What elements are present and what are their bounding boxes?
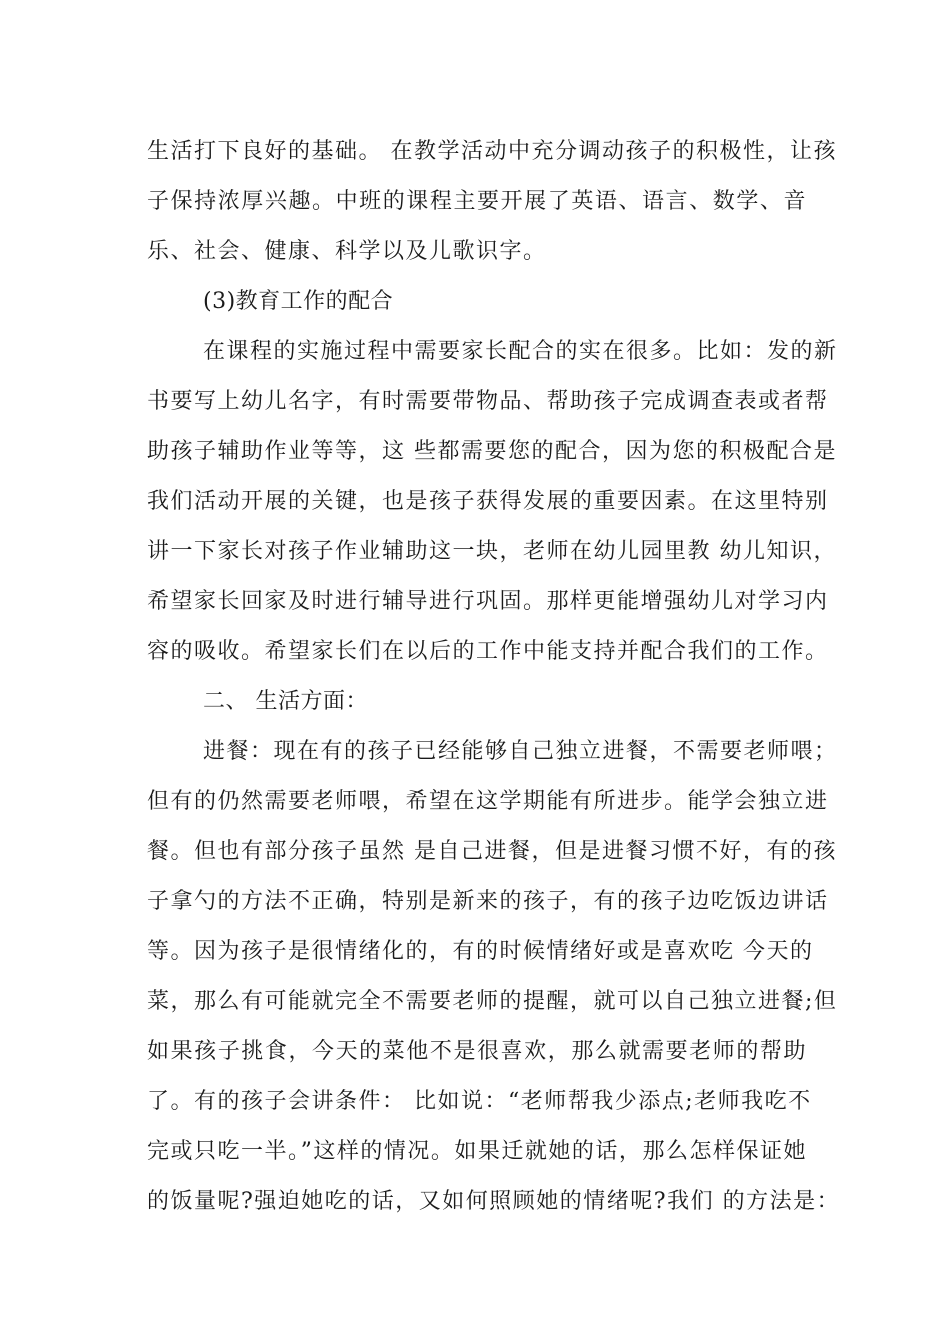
text-line: 我们活动开展的关键，也是孩子获得发展的重要因素。在这里特别	[147, 489, 829, 514]
text-line: 如果孩子挑食，今天的菜他不是很喜欢，那么就需要老师的帮助	[147, 1039, 807, 1064]
text-line: 乐、社会、健康、科学以及儿歌识字。	[147, 239, 547, 264]
text-line: 讲一下家长对孩子作业辅助这一块，老师在幼儿园里教 幼儿知识，	[147, 539, 837, 564]
text-line: 子保持浓厚兴趣。中班的课程主要开展了英语、语言、数学、音	[147, 189, 807, 214]
text-line: 完或只吃一半。”这样的情况。如果迁就她的话，那么怎样保证她	[147, 1139, 807, 1164]
paragraph-first-line: 在课程的实施过程中需要家长配合的实在很多。比如：发的新	[203, 339, 838, 364]
paragraph-first-line: 进餐：现在有的孩子已经能够自己独立进餐，不需要老师喂；	[203, 739, 838, 764]
text-line: 但有的仍然需要老师喂，希望在这学期能有所进步。能学会独立进	[147, 789, 829, 814]
text-line: 等。因为孩子是很情绪化的，有的时候情绪好或是喜欢吃 今天的	[147, 939, 814, 964]
text-line: 餐。但也有部分孩子虽然 是自己进餐，但是进餐习惯不好，有的孩	[147, 839, 837, 864]
section-heading: (3)教育工作的配合	[203, 289, 394, 314]
text-line: 书要写上幼儿名字，有时需要带物品、帮助孩子完成调查表或者帮	[147, 389, 829, 414]
text-line: 助孩子辅助作业等等，这 些都需要您的配合，因为您的积极配合是	[147, 439, 837, 464]
text-line: 容的吸收。希望家长们在以后的工作中能支持并配合我们的工作。	[147, 639, 829, 664]
text-line: 了。有的孩子会讲条件： 比如说：“老师帮我少添点;老师我吃不	[147, 1089, 812, 1114]
text-line: 菜，那么有可能就完全不需要老师的提醒，就可以自己独立进餐;但	[147, 989, 838, 1014]
text-line: 生活打下良好的基础。 在教学活动中充分调动孩子的积极性，让孩	[147, 139, 837, 164]
text-line: 的饭量呢?强迫她吃的话，又如何照顾她的情绪呢?我们 的方法是：	[147, 1189, 841, 1214]
text-line: 子拿勺的方法不正确，特别是新来的孩子，有的孩子边吃饭边讲话	[147, 889, 829, 914]
text-line: 希望家长回家及时进行辅导进行巩固。那样更能增强幼儿对学习内	[147, 589, 829, 614]
section-heading: 二、 生活方面：	[203, 689, 368, 714]
